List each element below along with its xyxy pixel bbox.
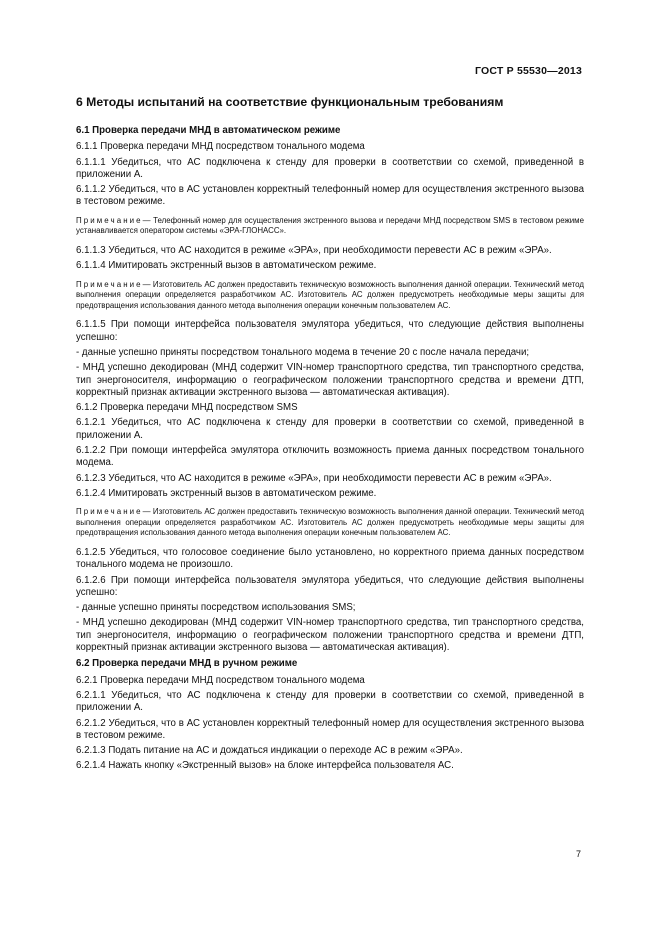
paragraph: 6.2.1.4 Нажать кнопку «Экстренный вызов» на блоке интерфейса пользователя АС. xyxy=(76,760,454,772)
paragraph: 6.2.1.1 Убедиться, что АС подключена к стенду для проверки в соответствии со схемой, приведенной в приложении А. xyxy=(76,689,584,714)
paragraph: 6.1.1 Проверка передачи МНД посредством тонального модема xyxy=(76,141,365,153)
paragraph: - данные успешно приняты посредством использования SMS; xyxy=(76,602,356,614)
note-text: — Изготовитель АС должен предоставить техническую возможность выполнения данной операции. Технический метод выполнения операции определяется разработчиком АС. Изготовитель АС должен предусмотреть необходимые меры защиты для предотвращения использования данного метода выполнения операции конечным пользователем АС. xyxy=(76,279,584,310)
paragraph: 6.2.1 Проверка передачи МНД посредством тонального модема xyxy=(76,674,365,686)
paragraph: 6.1.1.4 Имитировать экстренный вызов в автоматическом режиме. xyxy=(76,260,377,272)
subsection-heading: 6.1 Проверка передачи МНД в автоматическом режиме xyxy=(76,125,341,136)
paragraph: 6.1.2.5 Убедиться, что голосовое соединение было установлено, но корректного приема данных посредством тонального модема не произошло. xyxy=(76,546,584,571)
paragraph: 6.1.2.6 При помощи интерфейса пользователя эмулятора убедиться, что следующие действия выполнены успешно: xyxy=(76,574,584,598)
paragraph: 6.1.1.1 Убедиться, что АС подключена к стенду для проверки в соответствии со схемой, приведенной в приложении А. xyxy=(76,156,584,180)
paragraph: 6.2.1.2 Убедиться, что в АС установлен корректный телефонный номер для осуществления экстренного вызова в тестовом режиме. xyxy=(76,717,584,741)
paragraph: 6.1.2.3 Убедиться, что АС находится в режиме «ЭРА», при необходимости перевести АС в режим «ЭРА». xyxy=(76,472,552,484)
paragraph: 6.1.1.2 Убедиться, что в АС установлен корректный телефонный номер для осуществления экстренного вызова в тестовом режиме. xyxy=(76,184,584,208)
paragraph: 6.1.2.4 Имитировать экстренный вызов в автоматическом режиме. xyxy=(76,487,377,499)
subsection-heading: 6.2 Проверка передачи МНД в ручном режиме xyxy=(76,658,298,670)
note xyxy=(76,507,584,539)
paragraph: 6.1.1.3 Убедиться, что АС находится в режиме «ЭРА», при необходимости перевести АС в режим «ЭРА». xyxy=(76,244,552,256)
note-label: Примечание xyxy=(76,215,143,225)
note xyxy=(76,216,584,237)
paragraph: - данные успешно приняты посредством тонального модема в течение 20 с после начала передачи; xyxy=(76,346,530,358)
note-label: Примечание xyxy=(76,279,143,289)
note xyxy=(76,280,584,312)
note-label: Примечание xyxy=(76,507,143,517)
body-blocks xyxy=(76,125,584,773)
main-content xyxy=(76,95,584,776)
paragraph: 6.2.1.3 Подать питание на АС и дождаться индикации о переходе АС в режим «ЭРА». xyxy=(76,745,463,757)
page-number: 7 xyxy=(575,849,581,859)
note-text: — Телефонный номер для осуществления экстренного вызова и передачи МНД посредством SMS в тестовом режиме устанавливается оператором системы «ЭРА-ГЛОНАСС». xyxy=(76,215,584,236)
standard-header: ГОСТ Р 55530—2013 xyxy=(474,65,582,77)
paragraph: 6.1.1.5 При помощи интерфейса пользователя эмулятора убедиться, что следующие действия выполнены успешно: xyxy=(76,319,584,343)
section-title: 6 Методы испытаний на соответствие функциональным требованиям xyxy=(76,95,504,109)
note-text: — Изготовитель АС должен предоставить техническую возможность выполнения данной операции. Технический метод выполнения операции определяется разработчиком АС. Изготовитель АС должен предусмотреть необходимые меры защиты для предотвращения использования данного метода выполнения операции конечным пользователем АС. xyxy=(76,507,584,538)
paragraph: 6.1.2.1 Убедиться, что АС подключена к стенду для проверки в соответствии со схемой, приведенной в приложении А. xyxy=(76,417,584,441)
paragraph: - МНД успешно декодирован (МНД содержит VIN-номер транспортного средства, тип транспортного средства, тип энергоносителя, информацию о географическом положении транспортного средства и времени ДТП, корректный признак активации экстренного вызова — автоматическая активация). xyxy=(76,617,584,654)
paragraph: 6.1.2.2 При помощи интерфейса эмулятора отключить возможность приема данных посредством тонального модема. xyxy=(76,445,584,469)
paragraph: - МНД успешно декодирован (МНД содержит VIN-номер транспортного средства, тип транспортного средства, тип энергоносителя, информацию о географическом положении транспортного средства и времени ДТП, корректный признак активации экстренного вызова — автоматическая активация). xyxy=(76,362,584,398)
paragraph: 6.1.2 Проверка передачи МНД посредством SMS xyxy=(76,402,298,414)
